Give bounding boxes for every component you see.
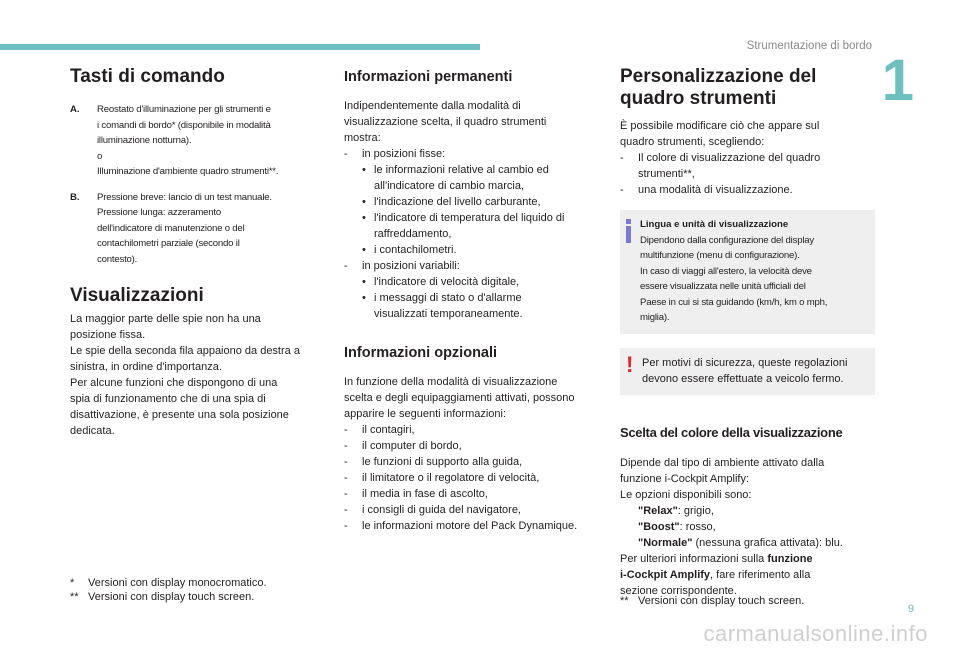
bullet-marker: • [362, 276, 366, 288]
option-item: "Normale" (nessuna grafica attivata): blu. [620, 535, 875, 551]
more-info-line: i-Cockpit Amplify, fare riferimento alla [620, 568, 811, 581]
list-text: i messaggi di stato o d'allarme visualizzati temporaneamente. [374, 292, 523, 320]
list-item: - il limitatore o il regolatore di velocità, [344, 472, 540, 484]
footnote-text: Versioni con display touch screen. [638, 595, 805, 607]
item-b-text [97, 190, 272, 268]
section-title-controls: Tasti di comando [70, 66, 225, 87]
text-line: apparire le seguenti informazioni: [344, 408, 507, 420]
text-line: illuminazione notturna). [97, 135, 192, 146]
text-line: sinistra, in ordine d'importanza. [70, 361, 222, 373]
option-item: "Relax": grigio, [620, 503, 875, 519]
text-line: scelta e degli equipaggiamenti attivati, possono [344, 392, 575, 404]
list-item [344, 194, 602, 210]
option-item: "Boost": rosso, [620, 519, 875, 535]
item-b [70, 190, 325, 268]
text-line: mostra: [344, 132, 381, 144]
footnotes-left [70, 576, 267, 604]
bullet-marker: • [362, 244, 366, 256]
watermark: carmanualsonline.info [703, 621, 928, 646]
text-line: Per alcune funzioni che dispongono di una [70, 377, 278, 389]
footnote-1 [70, 576, 267, 590]
text-line: Reostato d'illuminazione per gli strumenti e [97, 104, 271, 115]
dash-marker: - [344, 148, 348, 160]
more-info-line: sezione corrispondente. [620, 584, 737, 597]
text-line: Illuminazione d'ambiente quadro strumenti**. [97, 166, 279, 177]
section-title-color: Scelta del colore della visualizzazione [620, 424, 843, 440]
bullet-marker: • [362, 196, 366, 208]
list-item: - il media in fase di ascolto, [344, 488, 488, 500]
text-line: Pressione breve: lancio di un test manuale. [97, 191, 272, 203]
dash-marker: - [344, 260, 348, 272]
list-text: l'indicatore di temperatura del liquido di raffreddamento, [374, 212, 565, 240]
bullet-marker: • [362, 292, 366, 304]
text-line: In funzione della modalità di visualizzazione [344, 376, 558, 388]
list-item: - il contagiri, [344, 424, 415, 436]
page-number: 9 [907, 603, 914, 615]
text-line: Indipendentemente dalla modalità di [344, 100, 521, 112]
list-item [344, 290, 602, 322]
list-item [344, 210, 602, 242]
text-line: posizione fissa. [70, 329, 146, 341]
warning-text: Per motivi di sicurezza, queste regolazioni devono essere effettuate a veicolo fermo. [642, 356, 848, 385]
info-box-language-units [620, 210, 875, 334]
option-marker-icon [620, 535, 638, 551]
bullet-marker: • [362, 212, 366, 224]
list-item: - le funzioni di supporto alla guida, [344, 456, 523, 468]
running-header: Strumentazione di bordo [746, 40, 872, 52]
list-item [344, 162, 602, 194]
list-item [344, 146, 602, 162]
footnote-2 [70, 590, 267, 604]
list-item [344, 242, 602, 258]
text-line: contachilometri parziale (secondo il [97, 238, 240, 249]
section-title-displays: Visualizzazioni [70, 285, 204, 306]
color-body: Dipende dal tipo di ambiente attivato dalla funzione i-Cockpit Amplify: Le opzioni disponibili sono: "Relax": grigio, "Boost": rosso, "Normale" (nessuna grafica attivata): blu. Per ulteriori informazioni sulla funzione i-Cockpit Amplify, fare riferimento alla sezione corrispondente. [620, 455, 875, 599]
text-line: contesto). [97, 253, 138, 265]
footnote-mark: ** [620, 595, 629, 607]
list-text: le informazioni relative al cambio ed all'indicatore di cambio marcia, [374, 164, 549, 192]
list-text: i contachilometri. [374, 244, 457, 256]
footnote-mark: * [70, 577, 75, 589]
option-marker-icon [620, 519, 638, 535]
footnote-text: Versioni con display touch screen. [88, 591, 255, 603]
text-line: Pressione lunga: azzeramento [97, 207, 221, 218]
title-line: Personalizzazione del [620, 66, 817, 87]
column-left [70, 66, 325, 439]
list-item: - una modalità di visualizzazione. [620, 184, 793, 196]
text-line: quadro strumenti, scegliendo: [620, 136, 765, 148]
text-line: È possibile modificare ciò che appare sul [620, 120, 820, 132]
text-line: Le spie della seconda fila appaiono da destra a [70, 345, 300, 357]
item-a [70, 102, 325, 180]
list-item: - il computer di bordo, [344, 440, 462, 452]
text-line: spia di funzionamento che di una spia di [70, 393, 266, 405]
list-item: - le informazioni motore del Pack Dynamique. [344, 520, 578, 532]
list-text: in posizioni fisse: [362, 148, 446, 160]
footnote-right [620, 594, 804, 608]
title-line: quadro strumenti [620, 88, 777, 109]
text-line: o [97, 150, 103, 162]
more-info-line: Per ulteriori informazioni sulla funzione [620, 552, 813, 565]
column-right [620, 66, 875, 599]
list-item [344, 274, 602, 290]
bullet-marker: • [362, 164, 366, 176]
text-line: dell'indicatore di manutenzione o del [97, 222, 245, 234]
text-line: disattivazione, è presente una sola posizione [70, 409, 289, 421]
section-title-permanent: Informazioni permanenti [344, 69, 513, 85]
chapter-number: 1 [881, 48, 914, 113]
customization-body [620, 118, 875, 198]
info-box-title: Lingua e unità di visualizzazione [640, 219, 789, 230]
item-a-text [97, 102, 278, 180]
text-line: visualizzazione scelta, il quadro strumenti [344, 116, 547, 128]
list-item: - i consigli di guida del navigatore, [344, 504, 521, 516]
header-accent-bar [0, 44, 480, 50]
text-line: i comandi di bordo* (disponibile in modalità [97, 119, 271, 131]
info-icon [626, 219, 632, 243]
list-text: l'indicatore di velocità digitale, [374, 276, 520, 288]
footnote-mark: ** [70, 591, 79, 603]
item-a-label: A. [70, 104, 80, 115]
warning-icon: ! [626, 351, 634, 377]
list-text: l'indicazione del livello carburante, [374, 196, 541, 208]
permanent-body [344, 98, 602, 322]
column-middle [344, 66, 602, 534]
list-text: in posizioni variabili: [362, 260, 460, 272]
optional-body [344, 374, 602, 534]
section-title-optional: Informazioni opzionali [344, 345, 498, 361]
text-line: La maggior parte delle spie non ha una [70, 313, 261, 325]
item-b-label: B. [70, 191, 80, 203]
displays-paragraph [70, 311, 325, 439]
option-marker-icon [620, 503, 638, 519]
list-item: - Il colore di visualizzazione del quadro strumenti**, [620, 152, 821, 180]
text-line: dedicata. [70, 425, 115, 437]
section-title-customization [620, 66, 875, 110]
footnote-text: Versioni con display monocromatico. [88, 577, 267, 589]
info-box-text: Dipendono dalla configurazione del display multifunzione (menu di configurazione). In caso di viaggi all'estero, la velocità deve essere visualizzata nelle unità ufficiali del Paese in cui si sta guidando (km/h, km o mph, miglia). [640, 234, 828, 323]
list-item [344, 258, 602, 274]
warning-box-safety [620, 348, 875, 395]
